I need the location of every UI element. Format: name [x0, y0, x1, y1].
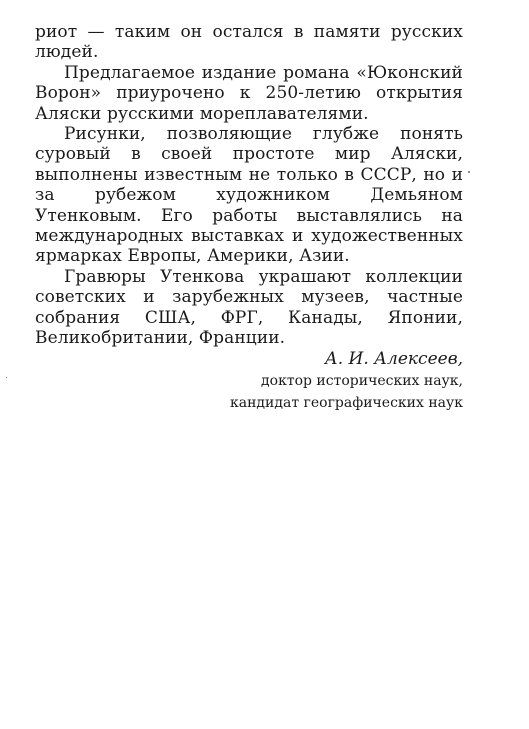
paragraph-4: Гравюры Утенкова украшают коллекции советских и зарубежных музеев, частные собрания США, ФРГ, Канады, Японии, Великобритании, Франции. — [35, 266, 463, 349]
author-degree: доктор исторических наук, — [261, 373, 463, 389]
author-name: А. И. Алексеев, — [324, 349, 463, 369]
paragraph-3: Рисунки, позволяющие глубже понять суровый в своей простоте мир Аляски, выполнены известным не только в СССР, но и за рубежом художником Демьяном Утенковым. Его работы выставлялись на международных выставках и художественных ярмарках Европы, Америки, Азии. — [35, 124, 463, 267]
author-signature — [230, 348, 463, 414]
paragraph-1: риот — таким он остался в памяти русских людей. — [35, 22, 463, 63]
author-title: кандидат географических наук — [230, 395, 463, 411]
print-speck — [6, 377, 7, 378]
paragraph-2: Предлагаемое издание романа «Юконский Ворон» приурочено к 250-летию открытия Аляски русскими мореплавателями. — [35, 62, 463, 124]
body-text — [35, 22, 463, 349]
print-speck — [468, 171, 470, 173]
